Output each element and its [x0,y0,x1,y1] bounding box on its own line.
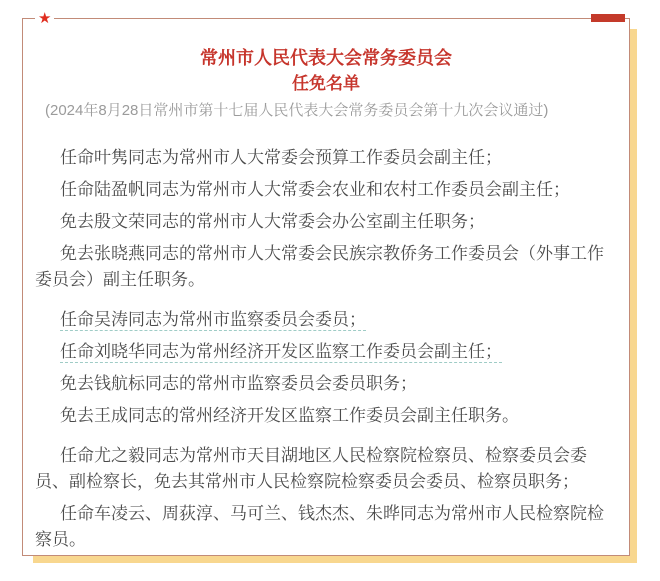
removal-line: 免去张晓燕同志的常州市人大常委会民族宗教侨务工作委员会（外事工作委员会）副主任职务。 [35,244,604,289]
paragraph-block-supervisory [35,307,617,429]
appointment-line: 任命叶隽同志为常州市人大常委会预算工作委员会副主任； [60,148,502,167]
appointment-line: 任命车凌云、周荻淳、马可兰、钱杰杰、朱晔同志为常州市人民检察院检察员。 [35,504,604,549]
document-title: 常州市人民代表大会常务委员会 [200,48,452,68]
appointment-line-underlined: 任命刘晓华同志为常州经济开发区监察工作委员会副主任； [60,342,502,361]
removal-line: 免去王成同志的常州经济开发区监察工作委员会副主任职务。 [60,406,519,425]
meeting-date-line: (2024年8月28日常州市第十七届人民代表大会常务委员会第十九次会议通过) [45,102,549,119]
red-tab-decoration [591,14,625,22]
appointment-line: 任命陆盈帆同志为常州市人大常委会农业和农村工作委员会副主任； [60,180,570,199]
document-body [23,145,629,553]
document-subtitle: 任免名单 [292,74,360,93]
document-card [22,10,630,556]
paragraph-block-congress [35,145,617,293]
appointment-line-underlined: 任命吴涛同志为常州市监察委员会委员； [60,310,366,329]
removal-line: 免去殷文荣同志的常州市人大常委会办公室副主任职务； [60,212,485,231]
document-header [23,19,629,123]
removal-line: 免去钱航标同志的常州市监察委员会委员职务； [60,374,417,393]
paragraph-block-procuratorate [35,443,617,553]
star-icon: ★ [35,9,54,28]
appointment-line: 任命尤之毅同志为常州市天目湖地区人民检察院检察员、检察委员会委员、副检察长，免去其常州市人民检察院检察委员会委员、检察员职务； [35,446,587,491]
